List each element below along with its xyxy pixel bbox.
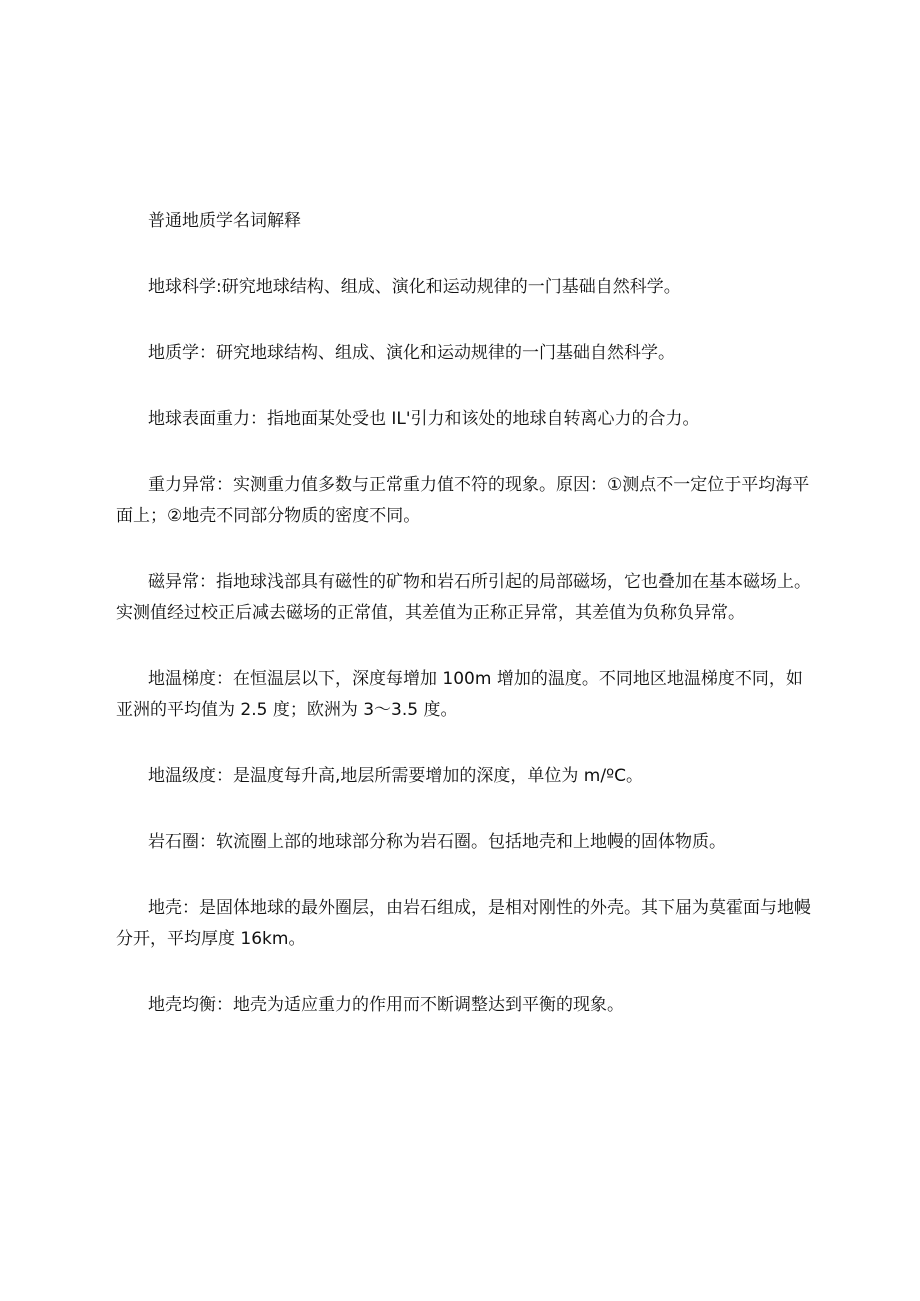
paragraph-geology: 地质学：研究地球结构、组成、演化和运动规律的一门基础自然科学。 (148, 343, 675, 363)
paragraph-gravity-anomaly: 重力异常：实测重力值多数与正常重力值不符的现象。原因：①测点不一定位于平均海平面上；②地壳不同部分物质的密度不同。 (116, 475, 810, 526)
paragraph-earth-science: 地球科学:研究地球结构、组成、演化和运动规律的一门基础自然科学。 (148, 277, 681, 297)
paragraph-surface-gravity: 地球表面重力：指地面某处受也 IL'引力和该处的地球自转离心力的合力。 (148, 409, 700, 429)
document-title: 普通地质学名词解释 (148, 211, 301, 231)
paragraph-magnetic-anomaly: 磁异常：指地球浅部具有磁性的矿物和岩石所引起的局部磁场，它也叠加在基本磁场上。实测值经过校正后减去磁场的正常值，其差值为正称正异常，其差值为负称负异常。 (116, 572, 811, 623)
paragraph-lithosphere: 岩石圈：软流圈上部的地球部分称为岩石圈。包括地壳和上地幔的固体物质。 (148, 832, 726, 852)
paragraph-geothermal-gradient: 地温梯度：在恒温层以下，深度每增加 100m 增加的温度。不同地区地温梯度不同，如亚洲的平均值为 2.5 度；欧洲为 3～3.5 度。 (116, 669, 803, 720)
document-body (116, 206, 816, 1056)
paragraph-isostasy: 地壳均衡：地壳为适应重力的作用而不断调整达到平衡的现象。 (148, 995, 624, 1015)
paragraph-geothermal-step: 地温级度：是温度每升高,地层所需要增加的深度，单位为 m/ºC。 (148, 766, 643, 786)
paragraph-crust: 地壳：是固体地球的最外圈层，由岩石组成，是相对刚性的外壳。其下届为莫霍面与地幔分开，平均厚度 16km。 (116, 898, 811, 949)
